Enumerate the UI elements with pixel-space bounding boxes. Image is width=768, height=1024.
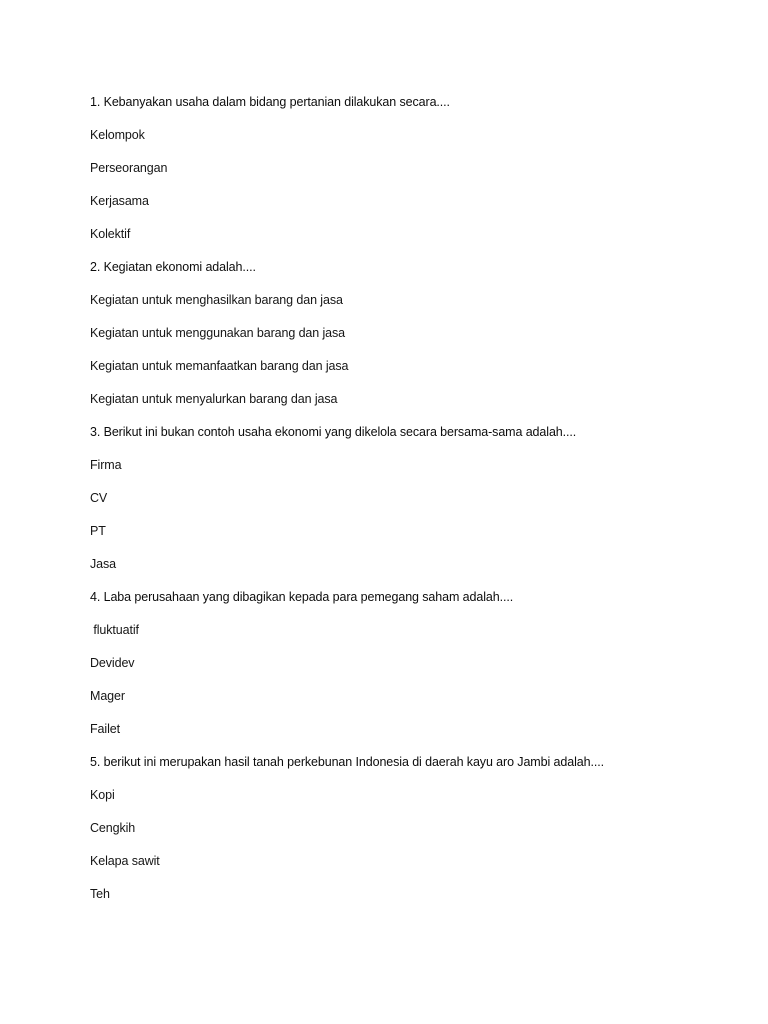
question-3-option-2: CV <box>90 491 108 505</box>
question-2-text: 2. Kegiatan ekonomi adalah.... <box>90 260 256 274</box>
question-4-option-2: Devidev <box>90 656 135 670</box>
question-2-option-2: Kegiatan untuk menggunakan barang dan jasa <box>90 326 346 340</box>
question-5-option-2: Cengkih <box>90 821 136 835</box>
question-5-text: 5. berikut ini merupakan hasil tanah perkebunan Indonesia di daerah kayu aro Jambi adalah.... <box>90 755 604 769</box>
question-1-text: 1. Kebanyakan usaha dalam bidang pertanian dilakukan secara.... <box>90 95 450 109</box>
question-4-text: 4. Laba perusahaan yang dibagikan kepada para pemegang saham adalah.... <box>90 590 514 604</box>
question-3-text: 3. Berikut ini bukan contoh usaha ekonomi yang dikelola secara bersama-sama adalah.... <box>90 425 577 439</box>
question-3-option-4: Jasa <box>90 557 117 571</box>
quiz-content <box>90 89 730 914</box>
question-4-option-4: Failet <box>90 722 120 736</box>
question-1-option-2: Perseorangan <box>90 161 168 175</box>
question-5-option-4: Teh <box>90 887 110 901</box>
question-4-option-3: Mager <box>90 689 125 703</box>
question-1-option-3: Kerjasama <box>90 194 149 208</box>
question-1-option-4: Kolektif <box>90 227 131 241</box>
question-2-option-1: Kegiatan untuk menghasilkan barang dan jasa <box>90 293 343 307</box>
question-2-option-4: Kegiatan untuk menyalurkan barang dan jasa <box>90 392 338 406</box>
question-5-option-1: Kopi <box>90 788 115 802</box>
question-2-option-3: Kegiatan untuk memanfaatkan barang dan jasa <box>90 359 349 373</box>
question-4-option-1: fluktuatif <box>90 623 139 637</box>
question-3-option-3: PT <box>90 524 106 538</box>
question-3-option-1: Firma <box>90 458 122 472</box>
question-5-option-3: Kelapa sawit <box>90 854 160 868</box>
question-1-option-1: Kelompok <box>90 128 145 142</box>
